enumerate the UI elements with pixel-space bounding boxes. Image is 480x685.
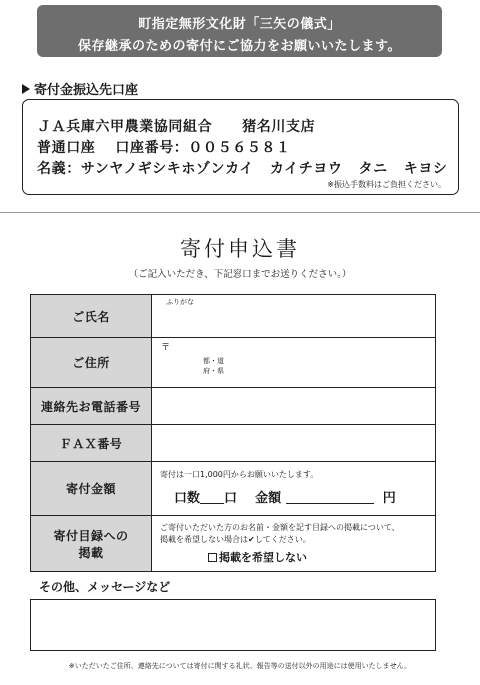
message-heading: その他、メッセージなど [39,580,171,594]
name-label: ご氏名 [31,295,152,338]
phone-label: 連絡先お電話番号 [31,388,152,425]
amount-label: 寄付金額 [31,462,152,516]
unit-char: 口 [224,491,238,506]
donation-form-table [30,294,436,572]
name-field[interactable] [152,295,436,338]
form-subtitle: （ご記入いただき、下記窓口までお送りください。） [128,269,352,280]
form-title: 寄付申込書 [180,237,300,261]
bank-line [37,116,315,136]
footer-note: ※いただいたご住所、連絡先については寄付に関する礼状、報告等の送付以外の用途には使用いたしません。 [68,662,412,670]
furigana-label: ふりがな [166,298,194,306]
account-heading [22,79,138,98]
amount-field[interactable] [152,462,436,516]
amount-note: 寄付は一口1,000円からお願いいたします。 [160,470,319,479]
address-label: ご住所 [31,338,152,388]
fax-label: ＦＡＸ番号 [31,425,152,462]
pref-bottom: 府・県 [203,367,224,375]
amount-input[interactable] [286,503,374,504]
account-number: ００５６５８１ [188,140,291,156]
fax-row [31,425,436,462]
postal-mark: 〒 [161,343,171,353]
units-label: 口数 [174,491,201,506]
account-heading-text: 寄付金振込先口座 [34,83,139,98]
holder-part-1: サンヤノギシキホゾンカイ [80,161,254,177]
name-row [31,295,436,338]
address-field[interactable] [152,338,436,388]
pref-top: 都・道 [203,357,224,365]
fax-field[interactable] [152,425,436,462]
catalog-label-line-2: 掲載 [78,545,104,560]
catalog-note-1: ご寄付いただいた方のお名前・金額を記す目録への掲載について、 [160,523,400,532]
holder-part-4: キヨシ [403,161,448,177]
banner-line-2: 保存継承のための寄付にご協力をお願いいたします。 [78,39,401,54]
account-number-line [37,137,291,157]
checkbox-icon[interactable] [208,553,217,562]
holder-label: 名義： [37,161,81,177]
phone-field[interactable] [152,388,436,425]
catalog-field [152,516,436,572]
header-banner [37,5,442,57]
phone-row [31,388,436,425]
address-row [31,338,436,388]
branch-name: 猪名川支店 [242,119,316,135]
catalog-option-label: 掲載を希望しない [219,551,307,564]
catalog-row [31,516,436,572]
amount-word: 金額 [255,491,282,506]
fee-note: ※振込手数料はご負担ください。 [327,180,446,189]
catalog-label [31,516,152,572]
holder-part-2: カイチヨウ [269,161,343,177]
bank-name: ＪＡ兵庫六甲農業協同組合 [37,119,213,135]
units-input[interactable] [200,503,224,504]
holder-part-3: タニ [358,161,388,177]
account-info-box [22,99,459,195]
account-holder-line [37,158,448,178]
amount-entry-line [174,487,396,506]
banner-line-1: 町指定無形文化財「三矢の儀式」 [138,17,341,32]
yen-char: 円 [382,491,396,506]
amount-row [31,462,436,516]
account-type: 普通口座 [37,140,96,156]
catalog-label-line-1: 寄付目録への [53,528,129,543]
account-number-label: 口座番号： [115,140,189,156]
message-box[interactable] [30,599,436,651]
section-divider [0,212,480,213]
triangle-right-icon [22,84,30,94]
catalog-note-2: 掲載を希望しない場合は✔してください。 [160,535,311,544]
catalog-option[interactable] [208,549,307,565]
